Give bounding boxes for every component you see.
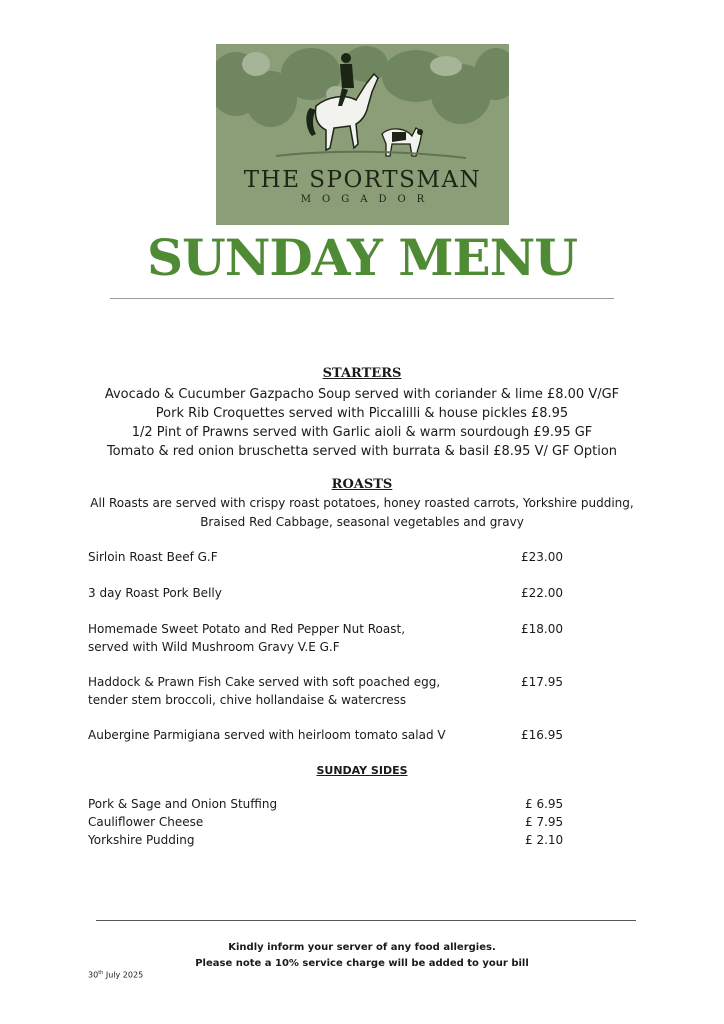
roast-item-price: £18.00 (521, 622, 563, 636)
roast-item-name-line2: served with Wild Mushroom Gravy V.E G.F (88, 640, 340, 654)
roast-item-name: 3 day Roast Pork Belly (88, 586, 222, 600)
roast-item-price: £16.95 (521, 728, 563, 742)
roast-item-price: £17.95 (521, 675, 563, 689)
starters-heading: STARTERS (322, 366, 402, 381)
roast-item-name-line2: tender stem broccoli, chive hollandaise & watercress (88, 693, 407, 707)
restaurant-logo (216, 44, 509, 225)
footer-divider (96, 920, 636, 921)
date-day: 30 (88, 970, 99, 980)
roasts-intro: All Roasts are served with crispy roast potatoes, honey roasted carrots, Yorkshire pudding, (90, 496, 634, 510)
service-charge-notice: Please note a 10% service charge will be added to your bill (195, 958, 529, 969)
side-item-name: Cauliflower Cheese (88, 815, 204, 829)
side-item-name: Yorkshire Pudding (88, 833, 195, 847)
roast-item-price: £22.00 (521, 586, 563, 600)
roast-item-name: Haddock & Prawn Fish Cake served with soft poached egg, (88, 675, 441, 689)
sides-heading: SUNDAY SIDES (316, 764, 408, 777)
allergy-notice: Kindly inform your server of any food allergies. (228, 942, 496, 953)
date-suffix: th (98, 970, 104, 976)
title-divider (110, 298, 614, 299)
logo-location: MOGADOR (300, 194, 436, 205)
page-title: SUNDAY MENU (147, 228, 577, 287)
starter-item: Pork Rib Croquettes served with Piccalilli & house pickles £8.95 (155, 406, 569, 421)
roast-item-name: Sirloin Roast Beef G.F (88, 550, 218, 564)
starter-item: Avocado & Cucumber Gazpacho Soup served with coriander & lime £8.00 V/GF (104, 387, 620, 402)
roast-item-name: Aubergine Parmigiana served with heirloom tomato salad V (88, 728, 446, 742)
starter-item: Tomato & red onion bruschetta served with burrata & basil £8.95 V/ GF Option (106, 444, 618, 459)
starter-item: 1/2 Pint of Prawns served with Garlic aioli & warm sourdough £9.95 GF (131, 425, 593, 440)
roasts-intro: Braised Red Cabbage, seasonal vegetables and gravy (200, 515, 524, 529)
side-item-price: £ 6.95 (525, 797, 564, 811)
side-item-name: Pork & Sage and Onion Stuffing (88, 797, 278, 811)
date-rest: July 2025 (103, 970, 144, 980)
roast-item-price: £23.00 (521, 550, 563, 564)
side-item-price: £ 2.10 (525, 833, 564, 847)
side-item-price: £ 7.95 (525, 815, 564, 829)
menu-date (88, 970, 143, 980)
roasts-heading: ROASTS (331, 477, 393, 492)
logo-name: THE SPORTSMAN (243, 167, 482, 193)
roast-item-name: Homemade Sweet Potato and Red Pepper Nut Roast, (88, 622, 406, 636)
